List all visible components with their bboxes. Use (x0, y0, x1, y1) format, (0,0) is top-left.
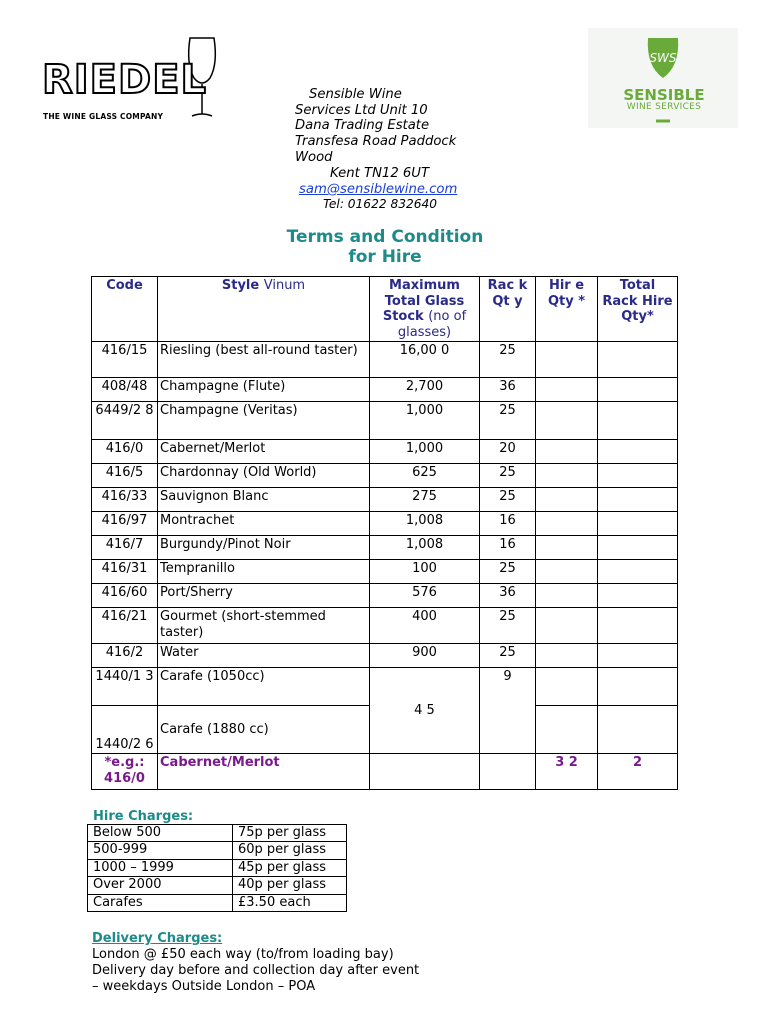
hire-qty-input[interactable] (536, 706, 598, 754)
hire-qty-input[interactable] (536, 464, 598, 488)
hire-qty-input[interactable] (536, 378, 598, 402)
table-row: 1000 – 1999 45p per glass (88, 859, 347, 876)
header-rack-qty: Rac k Qt y (480, 277, 536, 342)
table-row: 416/7 Burgundy/Pinot Noir 1,008 16 (92, 536, 678, 560)
header-style: Style Vinum (158, 277, 370, 342)
table-row: 416/31 Tempranillo 100 25 (92, 560, 678, 584)
table-row: 416/97 Montrachet 1,008 16 (92, 512, 678, 536)
header-max-stock: Maximum Total Glass Stock (no of glasses) (370, 277, 480, 342)
sensible-wine-logo (588, 28, 738, 128)
total-rack-input[interactable] (598, 512, 678, 536)
total-rack-input[interactable] (598, 402, 678, 440)
table-row: 416/15 Riesling (best all-round taster) 16,00 0 25 (92, 342, 678, 378)
sws-subtitle: WINE SERVICES (626, 102, 702, 112)
address-line-2: Services Ltd Unit 10 (295, 103, 428, 118)
hire-qty-input[interactable] (536, 608, 598, 644)
hire-qty-input[interactable] (536, 402, 598, 440)
page-title-line-1: Terms and Condition (286, 227, 484, 247)
table-row: 408/48 Champagne (Flute) 2,700 36 (92, 378, 678, 402)
hire-qty-input[interactable] (536, 342, 598, 378)
total-rack-input[interactable] (598, 560, 678, 584)
hire-qty-input[interactable] (536, 644, 598, 668)
total-rack-input[interactable] (598, 440, 678, 464)
table-row: 416/5 Chardonnay (Old World) 625 25 (92, 464, 678, 488)
total-rack-input[interactable] (598, 488, 678, 512)
table-row: 500-999 60p per glass (88, 842, 347, 859)
total-rack-input[interactable] (598, 378, 678, 402)
table-header-row (92, 277, 678, 342)
delivery-charges-heading: Delivery Charges: (92, 931, 223, 946)
table-row: 416/0 Cabernet/Merlot 1,000 20 (92, 440, 678, 464)
total-rack-input[interactable] (598, 644, 678, 668)
telephone: Tel: 01622 832640 (323, 197, 437, 211)
address-line-1: Sensible Wine (309, 87, 402, 102)
header-hire-qty: Hir e Qty * (536, 277, 598, 342)
page-title-line-2: for Hire (348, 247, 422, 267)
total-rack-input[interactable] (598, 584, 678, 608)
riedel-wordmark: RIEDEL (42, 57, 208, 103)
address-line-6: Kent TN12 6UT (330, 166, 430, 181)
table-row-carafe-1: 1440/1 3 Carafe (1050cc) 4 5 9 (92, 668, 678, 706)
total-rack-input[interactable] (598, 536, 678, 560)
hire-charges-table (87, 824, 347, 912)
total-rack-input[interactable] (598, 668, 678, 706)
email-link[interactable]: sam@sensiblewine.com (299, 182, 458, 197)
hire-qty-input[interactable] (536, 512, 598, 536)
table-row: 416/21 Gourmet (short-stemmed taster) 400 25 (92, 608, 678, 644)
hire-qty-input[interactable] (536, 560, 598, 584)
hire-qty-input[interactable] (536, 488, 598, 512)
address-line-3: Dana Trading Estate (295, 118, 430, 133)
total-rack-input[interactable] (598, 608, 678, 644)
address-line-5: Wood (295, 150, 333, 165)
sws-name: SENSIBLE (623, 86, 705, 104)
table-row: 6449/2 8 Champagne (Veritas) 1,000 25 (92, 402, 678, 440)
delivery-line-2: Delivery day before and collection day after event (92, 963, 420, 978)
total-rack-input[interactable] (598, 342, 678, 378)
hire-qty-input[interactable] (536, 668, 598, 706)
hire-qty-input[interactable] (536, 536, 598, 560)
total-rack-input[interactable] (598, 464, 678, 488)
table-row-example: *e.g.: 416/0 Cabernet/Merlot 3 2 2 (92, 754, 678, 790)
header-code: Code (92, 277, 158, 342)
table-row: Below 500 75p per glass (88, 825, 347, 842)
hire-qty-input[interactable] (536, 440, 598, 464)
hire-qty-input[interactable] (536, 584, 598, 608)
header-total-rack: Total Rack Hire Qty* (598, 277, 678, 342)
table-row-carafe-2: 1440/2 6 Carafe (1880 cc) (92, 706, 678, 754)
glass-hire-table (91, 276, 678, 790)
total-rack-input[interactable] (598, 706, 678, 754)
table-row: 416/2 Water 900 25 (92, 644, 678, 668)
riedel-tagline: THE WINE GLASS COMPANY (43, 112, 164, 121)
hire-charges-heading: Hire Charges: (93, 809, 194, 824)
table-row: Carafes £3.50 each (88, 894, 347, 911)
table-row: 416/60 Port/Sherry 576 36 (92, 584, 678, 608)
table-row: 416/33 Sauvignon Blanc 275 25 (92, 488, 678, 512)
table-row: Over 2000 40p per glass (88, 877, 347, 894)
delivery-line-1: London @ £50 each way (to/from loading bay) (92, 947, 394, 962)
delivery-line-3: – weekdays Outside London – POA (92, 979, 316, 994)
sws-monogram: SWS (649, 51, 677, 65)
address-line-4: Transfesa Road Paddock (295, 134, 457, 149)
